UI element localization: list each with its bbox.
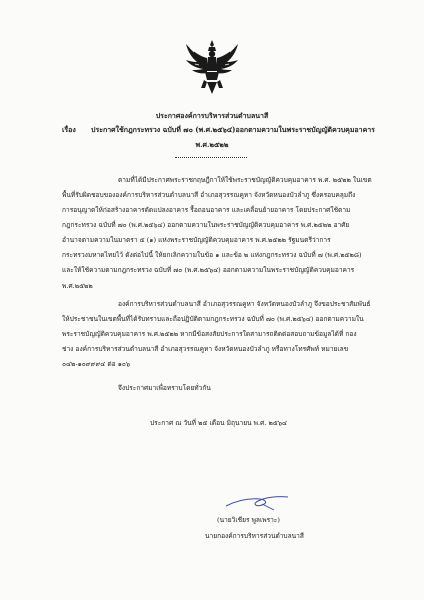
paragraph2-line: พระราชบัญญัติควบคุมอาคาร พ.ศ.๒๕๒๒ หากมีข้อสงสัยประการใดสามารถติดต่อสอบถามข้อมูลได้ที่ กอง xyxy=(62,330,357,338)
signature-mark-icon xyxy=(222,492,292,514)
paragraph1-line: การอนุญาตให้ก่อสร้างอาคารดัดแปลงอาคาร รื้อถอนอาคาร และเคลื่อนย้ายอาคาร โดยประกาศใช้ตาม xyxy=(62,206,351,214)
announcement-date: ประกาศ ณ วันที่ ๒๕ เดือน มิถุนายน พ.ศ. ๒๕๖๔ xyxy=(150,419,287,427)
paragraph2-line: ช่าง องค์การบริหารส่วนตำบลนาสี อำเภอสุวรรณคูหา จังหวัดหนองบัวลำภู หรือทางโทรศัพท์ หมายเลข xyxy=(62,345,349,353)
document-title: ประกาศองค์การบริหารส่วนตำบลนาสี xyxy=(155,111,269,120)
paragraph2-line: ๐๔๒-๑๐๙๙๙๔ ต่อ ๑๐๖ xyxy=(62,360,131,368)
paragraph1-line: และให้ใช้ความตามกฎกระทรวง ฉบับที่ ๗๐ (พ.ศ.๒๕๖๔) ออกตามความในพระราชบัญญัติควบคุมอาคาร xyxy=(62,266,355,274)
garuda-emblem-icon xyxy=(183,38,241,96)
paragraph1-line: พ.ศ.๒๕๒๒ xyxy=(62,282,93,290)
closing-statement: จึงประกาศมาเพื่อทราบโดยทั่วกัน xyxy=(118,384,211,392)
subject-year: พ.ศ.๒๕๒๒ xyxy=(195,140,229,149)
paragraph2-line: องค์การบริหารส่วนตำบลนาสี อำเภอสุวรรณคูหา จังหวัดหนองบัวลำภู จึงขอประชาสัมพันธ์ xyxy=(118,300,371,308)
paragraph1-line: อำนาจตามความในมาตรา ๕ (๑) แห่งพระราชบัญญัติควบคุมอาคาร พ.ศ.๒๕๒๒ รัฐมนตรีว่าการ xyxy=(62,236,331,244)
subject-text: ประกาศใช้กฎกระทรวง ฉบับที่ ๗๐ (พ.ศ.๒๕๖๔)ออกตามความในพระราชบัญญัติควบคุมอาคาร xyxy=(91,125,375,134)
paragraph1-line: พื้นที่รับผิดชอบขององค์การบริหารส่วนตำบลนาสี อำเภอสุวรรณคูหา จังหวัดหนองบัวลำภู ซึ่งครอบคลุมถึง xyxy=(62,191,356,199)
separator-line xyxy=(175,157,247,158)
subject-label: เรื่อง xyxy=(62,125,76,134)
paragraph1-line: กระทรวงมหาดไทยไว้ ดังต่อไปนี้ ให้ยกเลิกความในข้อ ๑ และข้อ ๒ แห่งกฎกระทรวง ฉบับที่ ๗ (พ.ศ.๒๕๒๘) xyxy=(62,251,362,259)
signer-position: นายกองค์การบริหารส่วนตำบลนาสี xyxy=(205,532,304,540)
paragraph1-line: ตามที่ได้มีประกาศพระราชกฤษฎีกาให้ใช้พระราชบัญญัติควบคุมอาคาร พ.ศ. ๒๕๒๒ ในเขต xyxy=(118,176,372,184)
signer-name: (นายวิเชียร พูลเพราะ) xyxy=(217,516,280,524)
paragraph2-line: ให้ประชาชนในเขตพื้นที่ได้รับทราบและถือปฏิบัติตามกฎกระทรวง ฉบับที่ ๗๐ (พ.ศ.๒๕๖๔) ออกตามความใน xyxy=(62,315,364,323)
paragraph1-line: กฎกระทรวง ฉบับที่ ๗๐ (พ.ศ.๒๕๖๔) ออกตามความในพระราชบัญญัติควบคุมอาคาร พ.ศ.๒๕๒๒ อาศัย xyxy=(62,221,350,229)
